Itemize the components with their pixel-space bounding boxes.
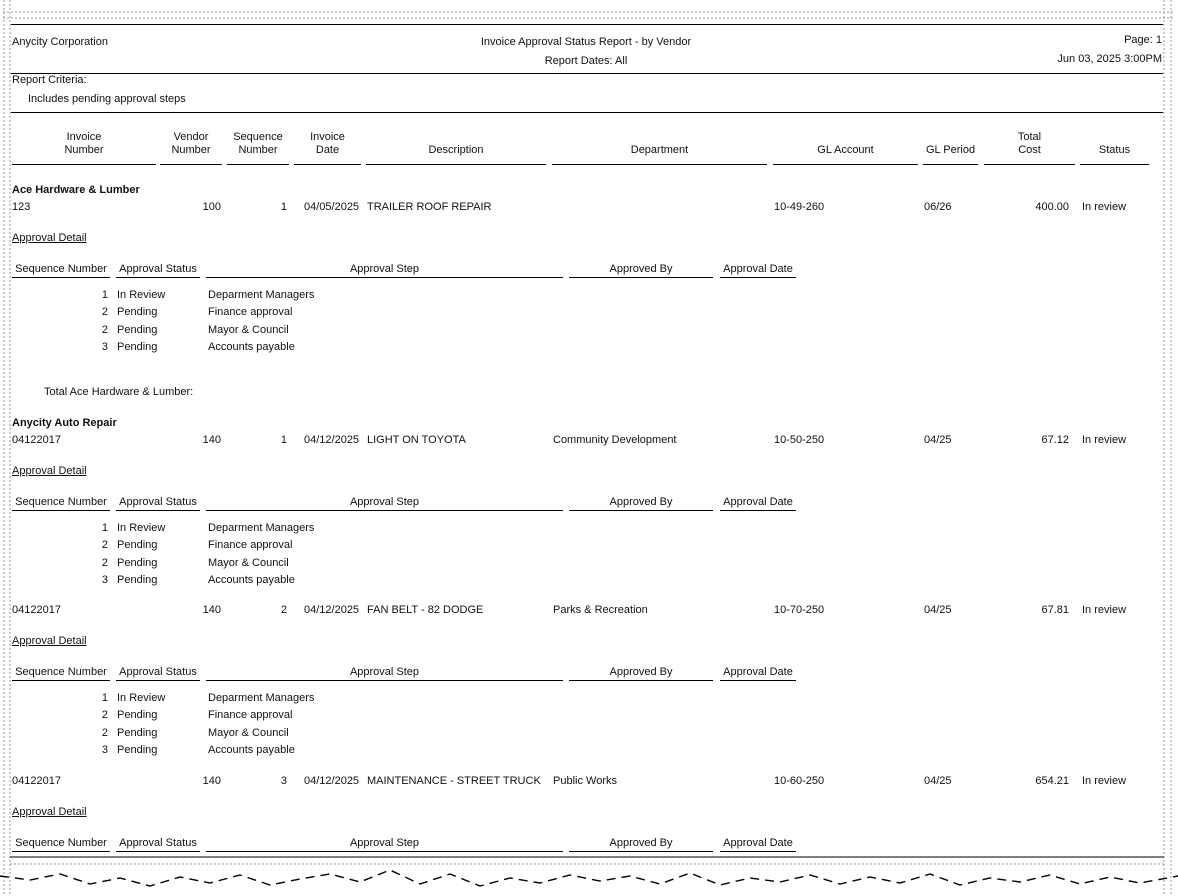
- invoice-gl-period: 06/26: [924, 201, 952, 213]
- invoice-invoice-date: 04/12/2025: [304, 604, 360, 616]
- detail-col-underline: [116, 510, 200, 511]
- step-status: Pending: [117, 539, 158, 552]
- detail-col-approved-by: Approved By: [609, 666, 673, 678]
- col-sequence-number-underline: [227, 164, 289, 165]
- invoice-vendor-number: 140: [202, 604, 221, 616]
- step-status: Pending: [117, 709, 158, 722]
- detail-col-approval-status: Approval Status: [119, 263, 197, 275]
- invoice-gl-account: 10-49-260: [774, 201, 825, 213]
- invoice-gl-account: 10-50-250: [774, 434, 825, 446]
- detail-col-sequence-number: Sequence Number: [15, 263, 107, 275]
- col-vendor-number-line-1: Vendor: [173, 131, 209, 143]
- step-sequence: 1: [101, 522, 108, 534]
- detail-col-underline: [720, 277, 796, 278]
- invoice-sequence-number: 1: [280, 201, 287, 213]
- detail-col-underline: [720, 510, 796, 511]
- detail-col-underline: [206, 277, 563, 278]
- step-status: Pending: [117, 744, 158, 757]
- invoice-gl-account: 10-60-250: [774, 775, 825, 787]
- invoice-total-cost: 67.81: [1041, 604, 1069, 616]
- step-status: In Review: [117, 692, 166, 704]
- step-status: Pending: [117, 323, 158, 336]
- invoice-invoice-date: 04/05/2025: [304, 201, 360, 213]
- step-name: Mayor & Council: [208, 726, 289, 739]
- detail-col-underline: [12, 680, 110, 681]
- detail-col-approved-by: Approved By: [609, 496, 673, 508]
- detail-col-underline: [116, 680, 200, 681]
- invoice-gl-account: 10-70-250: [774, 604, 825, 616]
- step-sequence: 2: [101, 539, 108, 552]
- invoice-total-cost: 400.00: [1035, 201, 1069, 213]
- detail-col-approved-by: Approved By: [609, 837, 673, 849]
- step-name: Finance approval: [208, 709, 293, 722]
- vendor-name: Ace Hardware & Lumber: [12, 184, 140, 196]
- col-sequence-number-line-1: Sequence: [233, 131, 283, 143]
- criteria-rule: [11, 112, 1163, 113]
- detail-col-sequence-number: Sequence Number: [15, 496, 107, 508]
- col-invoice-number-underline: [12, 164, 156, 165]
- col-department-line-1: Department: [630, 144, 689, 156]
- invoice-description: TRAILER ROOF REPAIR: [367, 201, 492, 213]
- invoice-status: In review: [1082, 604, 1127, 616]
- col-gl-period-underline: [923, 164, 978, 165]
- step-name: Deparment Managers: [208, 522, 315, 534]
- col-gl-period-line-1: GL Period: [925, 144, 976, 156]
- step-name: Accounts payable: [208, 574, 295, 587]
- step-name: Finance approval: [208, 306, 293, 319]
- header-top-rule: [11, 24, 1163, 25]
- step-status: Pending: [117, 341, 158, 354]
- step-status: Pending: [117, 574, 158, 587]
- step-status: In Review: [117, 289, 166, 301]
- invoice-description: FAN BELT - 82 DODGE: [367, 604, 484, 616]
- invoice-department: Parks & Recreation: [553, 604, 648, 616]
- report-datetime: Jun 03, 2025 3:00PM: [1057, 53, 1162, 65]
- col-invoice-date-line-2: Date: [315, 144, 340, 156]
- step-sequence: 2: [101, 726, 108, 739]
- invoice-status: In review: [1082, 201, 1127, 213]
- step-name: Accounts payable: [208, 744, 295, 757]
- detail-col-underline: [720, 851, 796, 852]
- step-name: Mayor & Council: [208, 556, 289, 569]
- step-name: Finance approval: [208, 539, 293, 552]
- step-sequence: 2: [101, 556, 108, 569]
- detail-col-approval-date: Approval Date: [723, 837, 793, 849]
- detail-col-underline: [206, 510, 563, 511]
- detail-col-underline: [569, 680, 713, 681]
- invoice-description: LIGHT ON TOYOTA: [367, 434, 466, 446]
- invoice-vendor-number: 140: [202, 775, 221, 787]
- detail-col-underline: [569, 510, 713, 511]
- invoice-invoice-date: 04/12/2025: [304, 775, 360, 787]
- torn-page-edge: [0, 856, 1178, 896]
- step-sequence: 1: [101, 289, 108, 301]
- invoice-description: MAINTENANCE - STREET TRUCK: [367, 775, 541, 787]
- detail-col-underline: [116, 851, 200, 852]
- page-number: Page: 1: [1124, 34, 1162, 46]
- detail-col-underline: [206, 851, 563, 852]
- col-status-line-1: Status: [1098, 144, 1131, 156]
- detail-col-approved-by: Approved By: [609, 263, 673, 275]
- detail-col-approval-status: Approval Status: [119, 666, 197, 678]
- step-sequence: 3: [101, 341, 108, 354]
- invoice-invoice-date: 04/12/2025: [304, 434, 360, 446]
- approval-detail-link[interactable]: Approval Detail: [12, 465, 87, 477]
- detail-col-approval-date: Approval Date: [723, 666, 793, 678]
- detail-col-underline: [569, 851, 713, 852]
- col-description-underline: [366, 164, 546, 165]
- invoice-gl-period: 04/25: [924, 604, 952, 616]
- invoice-sequence-number: 1: [280, 434, 287, 446]
- detail-col-underline: [12, 510, 110, 511]
- col-sequence-number-line-2: Number: [238, 144, 278, 156]
- step-name: Accounts payable: [208, 341, 295, 354]
- detail-col-approval-date: Approval Date: [723, 496, 793, 508]
- col-total-cost-line-1: Total: [1017, 131, 1042, 143]
- col-gl-account-underline: [773, 164, 918, 165]
- vendor-total-label: Total Ace Hardware & Lumber:: [44, 386, 194, 398]
- detail-col-underline: [569, 277, 713, 278]
- approval-detail-link[interactable]: Approval Detail: [12, 635, 87, 647]
- invoice-gl-period: 04/25: [924, 434, 952, 446]
- step-sequence: 3: [101, 574, 108, 587]
- detail-col-underline: [720, 680, 796, 681]
- detail-col-approval-step: Approval Step: [349, 263, 420, 275]
- detail-col-approval-step: Approval Step: [349, 837, 420, 849]
- col-description-line-1: Description: [428, 144, 484, 156]
- step-sequence: 2: [101, 323, 108, 336]
- col-status-underline: [1080, 164, 1149, 165]
- invoice-sequence-number: 2: [280, 604, 287, 616]
- step-status: Pending: [117, 556, 158, 569]
- criteria-label: Report Criteria:: [12, 74, 87, 86]
- invoice-status: In review: [1082, 775, 1127, 787]
- detail-col-approval-date: Approval Date: [723, 263, 793, 275]
- step-sequence: 1: [101, 692, 108, 704]
- invoice-gl-period: 04/25: [924, 775, 952, 787]
- col-total-cost-underline: [984, 164, 1075, 165]
- header-bottom-rule: [11, 73, 1163, 74]
- invoice-vendor-number: 100: [202, 201, 221, 213]
- vendor-name: Anycity Auto Repair: [12, 417, 117, 429]
- detail-col-approval-status: Approval Status: [119, 496, 197, 508]
- detail-col-sequence-number: Sequence Number: [15, 837, 107, 849]
- detail-col-underline: [116, 277, 200, 278]
- step-name: Deparment Managers: [208, 289, 315, 301]
- invoice-sequence-number: 3: [280, 775, 287, 787]
- invoice-invoice-number: 04122017: [12, 434, 61, 446]
- step-sequence: 2: [101, 709, 108, 722]
- detail-col-approval-step: Approval Step: [349, 496, 420, 508]
- step-name: Deparment Managers: [208, 692, 315, 704]
- col-total-cost-line-2: Cost: [1018, 144, 1041, 156]
- col-vendor-number-underline: [160, 164, 222, 165]
- invoice-department: Public Works: [553, 775, 617, 787]
- criteria-item: Includes pending approval steps: [28, 93, 186, 105]
- invoice-invoice-number: 123: [12, 201, 31, 213]
- report-dates: Report Dates: All: [544, 55, 628, 67]
- detail-col-underline: [206, 680, 563, 681]
- step-status: Pending: [117, 726, 158, 739]
- invoice-total-cost: 67.12: [1041, 434, 1069, 446]
- report-title: Invoice Approval Status Report - by Vendor: [480, 36, 692, 48]
- detail-col-sequence-number: Sequence Number: [15, 666, 107, 678]
- company-name: Anycity Corporation: [12, 36, 108, 48]
- detail-col-underline: [12, 851, 110, 852]
- invoice-invoice-number: 04122017: [12, 775, 61, 787]
- col-invoice-number-line-2: Number: [64, 144, 104, 156]
- invoice-total-cost: 654.21: [1035, 775, 1069, 787]
- col-invoice-number-line-1: Invoice: [66, 131, 102, 143]
- col-invoice-date-underline: [294, 164, 361, 165]
- approval-detail-link[interactable]: Approval Detail: [12, 806, 87, 818]
- step-sequence: 3: [101, 744, 108, 757]
- col-gl-account-line-1: GL Account: [817, 144, 874, 156]
- col-vendor-number-line-2: Number: [171, 144, 211, 156]
- invoice-vendor-number: 140: [202, 434, 221, 446]
- step-sequence: 2: [101, 306, 108, 319]
- col-department-underline: [552, 164, 767, 165]
- step-status: Pending: [117, 306, 158, 319]
- detail-col-approval-status: Approval Status: [119, 837, 197, 849]
- step-name: Mayor & Council: [208, 323, 289, 336]
- invoice-department: Community Development: [553, 434, 677, 446]
- step-status: In Review: [117, 522, 166, 534]
- invoice-status: In review: [1082, 434, 1127, 446]
- detail-col-underline: [12, 277, 110, 278]
- detail-col-approval-step: Approval Step: [349, 666, 420, 678]
- approval-detail-link[interactable]: Approval Detail: [12, 232, 87, 244]
- col-invoice-date-line-1: Invoice: [310, 131, 345, 143]
- invoice-invoice-number: 04122017: [12, 604, 61, 616]
